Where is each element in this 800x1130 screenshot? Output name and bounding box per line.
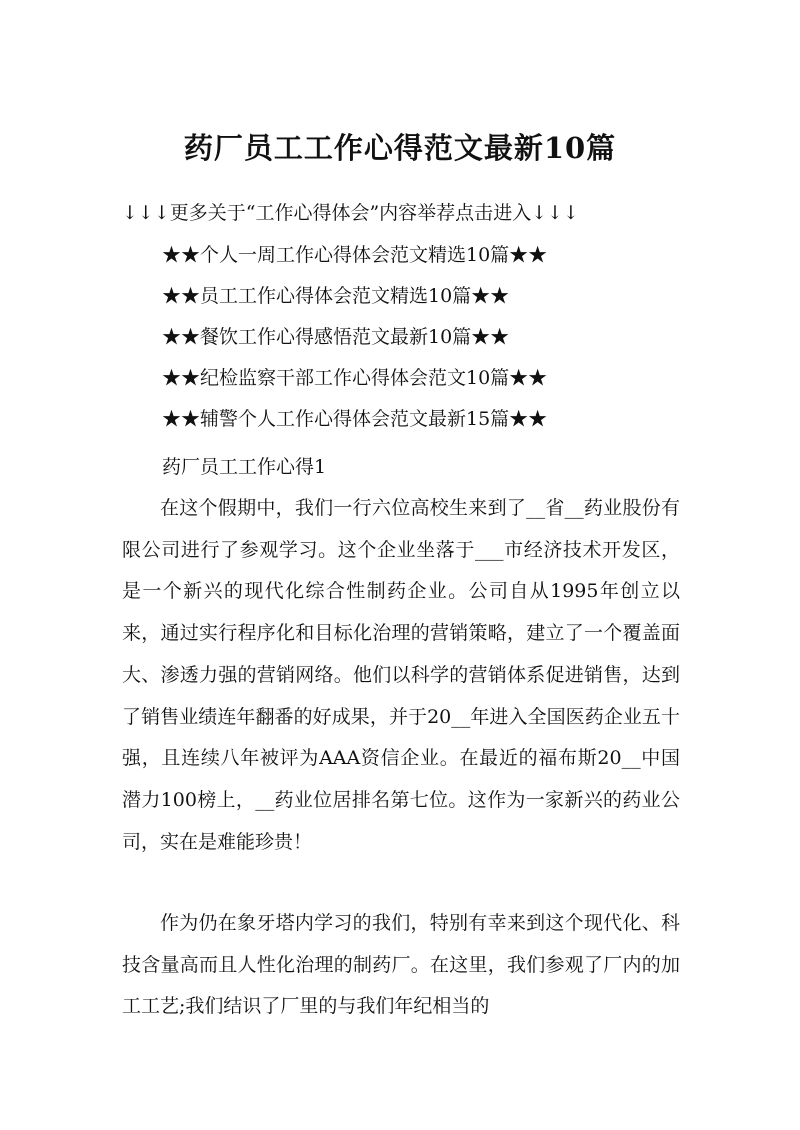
document-title: 药厂员工工作心得范文最新10篇 <box>183 131 617 165</box>
body-paragraph: 在这个假期中，我们一行六位高校生来到了__省__药业股份有限公司进行了参观学习。这个企业坐落于___市经济技术开发区，是一个新兴的现代化综合性制药企业。公司自从1995年创立以来，通过实行程序化和目标化治理的营销策略，建立了一个覆盖面大、渗透力强的营销网络。他们以科学的营销体系促进销售，达到了销售业绩连年翻番的好成果，并于20__年进入全国医药企业五十强，且连续八年被评为AAA资信企业。在最近的福布斯20__中国潜力100榜上，__药业位居排名第七位。这作为一家新兴的药业公司，实在是难能珍贵！ <box>122 497 680 853</box>
body-paragraph: 作为仍在象牙塔内学习的我们，特别有幸来到这个现代化、科技含量高而且人性化治理的制药厂。在这里，我们参观了厂内的加工工艺;我们结识了厂里的与我们年纪相当的 <box>122 912 680 1018</box>
recommended-link[interactable]: ★★个人一周工作心得体会范文精选10篇★★ <box>162 244 548 266</box>
recommended-links-list <box>162 240 682 445</box>
recommended-link[interactable]: ★★员工工作心得体会范文精选10篇★★ <box>162 285 510 307</box>
section-heading: 药厂员工工作心得1 <box>162 456 327 478</box>
recommended-link[interactable]: ★★辅警个人工作心得体会范文最新15篇★★ <box>162 408 548 430</box>
recommended-link[interactable]: ★★纪检监察干部工作心得体会范文10篇★★ <box>162 367 548 389</box>
recommendation-intro: ↓↓↓更多关于“工作心得体会”内容举荐点击进入↓↓↓ <box>122 202 579 224</box>
recommended-link[interactable]: ★★餐饮工作心得感悟范文最新10篇★★ <box>162 326 510 348</box>
